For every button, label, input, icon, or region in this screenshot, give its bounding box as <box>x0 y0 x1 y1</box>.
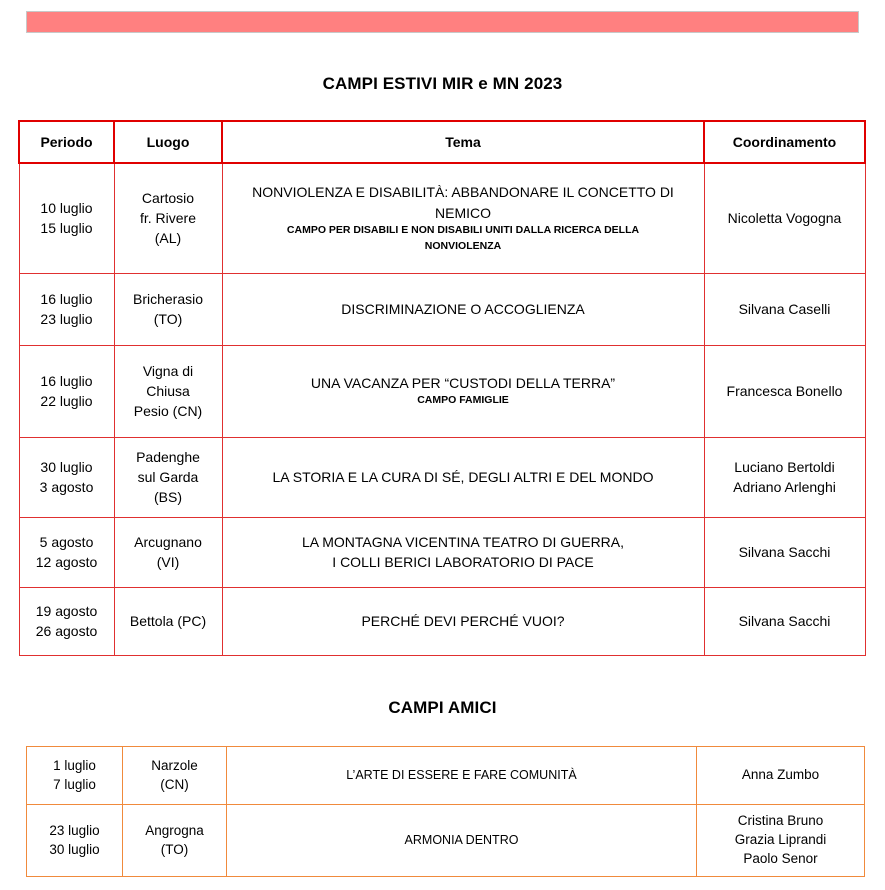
periodo-line: 16 luglio <box>40 372 93 389</box>
cell-coordinamento <box>704 345 865 437</box>
tema-line: UNA VACANZA PER “CUSTODI DELLA TERRA” <box>310 374 616 391</box>
luogo-line: Bricherasio <box>132 290 204 307</box>
cell-tema <box>222 517 704 587</box>
cell-luogo <box>114 587 222 655</box>
periodo-line: 7 luglio <box>53 776 96 792</box>
periodo-line: 12 agosto <box>35 554 98 570</box>
cell-luogo <box>123 747 227 805</box>
luogo-line: Cartosio <box>141 189 195 206</box>
cell-periodo <box>19 163 114 273</box>
periodo-line: 22 luglio <box>40 393 93 409</box>
luogo-line: (TO) <box>153 311 183 327</box>
cell-luogo <box>123 805 227 877</box>
luogo-line: fr. Rivere <box>139 210 196 227</box>
luogo-line: (TO) <box>160 841 189 857</box>
top-decorative-bar <box>26 11 859 33</box>
luogo-line: Angrogna <box>145 822 204 838</box>
periodo-line: 30 luglio <box>40 458 93 475</box>
cell-coordinamento <box>704 437 865 517</box>
cell-tema <box>222 587 704 655</box>
table-row <box>19 345 865 437</box>
coordinator-name: Silvana Sacchi <box>738 543 831 560</box>
cell-coordinamento <box>704 163 865 273</box>
luogo-line: (CN) <box>160 776 189 792</box>
cell-tema <box>222 437 704 517</box>
coordinator-name: Silvana Sacchi <box>738 612 831 629</box>
cell-luogo <box>114 163 222 273</box>
luogo-line: Vigna di <box>142 362 194 379</box>
coordinator-name: Nicoletta Vogogna <box>727 210 842 227</box>
cell-luogo <box>114 437 222 517</box>
cell-periodo <box>19 517 114 587</box>
header-periodo: Periodo <box>19 121 114 163</box>
table-row <box>19 437 865 517</box>
periodo-line: 26 agosto <box>35 623 98 639</box>
friends-section-title: CAMPI AMICI <box>388 698 497 717</box>
table-header-row <box>19 121 865 163</box>
tema-line: NONVIOLENZA E DISABILITÀ: ABBANDONARE IL CONCETTO DI <box>252 184 674 201</box>
tema-subtitle: CAMPO PER DISABILI E NON DISABILI UNITI DALLA RICERCA DELLA <box>286 223 640 236</box>
cell-coordinamento <box>704 517 865 587</box>
cell-luogo <box>114 273 222 345</box>
cell-tema <box>222 163 704 273</box>
cell-periodo <box>19 273 114 345</box>
luogo-line: Chiusa <box>146 382 190 399</box>
luogo-line: sul Garda <box>137 468 199 485</box>
coordinator-name: Grazia Liprandi <box>734 832 827 848</box>
cell-periodo <box>19 587 114 655</box>
cell-periodo <box>19 345 114 437</box>
luogo-line: Padenghe <box>136 448 200 465</box>
coordinator-name: Silvana Caselli <box>738 300 831 317</box>
periodo-line: 3 agosto <box>39 479 94 495</box>
tema-line: PERCHÉ DEVI PERCHÉ VUOI? <box>361 612 565 629</box>
table-row <box>19 273 865 345</box>
coordinator-name: Cristina Bruno <box>737 813 824 829</box>
luogo-line: (BS) <box>154 489 182 506</box>
coordinator-name: Anna Zumbo <box>741 767 820 783</box>
cell-luogo <box>114 517 222 587</box>
header-coordinamento: Coordinamento <box>704 121 865 163</box>
table-row <box>27 747 865 805</box>
tema-subtitle: CAMPO FAMIGLIE <box>417 394 509 407</box>
periodo-line: 5 agosto <box>39 533 94 550</box>
header-luogo: Luogo <box>114 121 222 163</box>
coordinator-name: Adriano Arlenghi <box>733 479 836 495</box>
coordinator-name: Paolo Senor <box>743 850 818 866</box>
periodo-line: 23 luglio <box>40 311 93 327</box>
luogo-line: Narzole <box>151 757 198 773</box>
luogo-line: (VI) <box>156 554 180 570</box>
main-section-title: CAMPI ESTIVI MIR e MN 2023 <box>322 74 563 93</box>
periodo-line: 30 luglio <box>49 841 100 857</box>
cell-tema <box>222 273 704 345</box>
periodo-line: 23 luglio <box>49 822 100 838</box>
periodo-line: 10 luglio <box>40 199 93 216</box>
luogo-line: Bettola (PC) <box>129 612 207 629</box>
cell-coordinamento <box>697 747 865 805</box>
tema-line: LA STORIA E LA CURA DI SÉ, DEGLI ALTRI E DEL MONDO <box>272 468 654 485</box>
cell-luogo <box>114 345 222 437</box>
cell-periodo <box>27 805 123 877</box>
tema-line: LA MONTAGNA VICENTINA TEATRO DI GUERRA, <box>301 533 625 550</box>
table-row <box>19 517 865 587</box>
periodo-line: 16 luglio <box>40 290 93 307</box>
coordinator-name: Francesca Bonello <box>726 382 843 399</box>
luogo-line: (AL) <box>154 230 182 247</box>
cell-periodo <box>27 747 123 805</box>
luogo-line: Pesio (CN) <box>133 403 203 420</box>
header-tema: Tema <box>222 121 704 163</box>
cell-periodo <box>19 437 114 517</box>
cell-coordinamento <box>697 805 865 877</box>
tema-line: DISCRIMINAZIONE O ACCOGLIENZA <box>341 300 585 317</box>
tema-line: ARMONIA DENTRO <box>404 832 519 847</box>
tema-line: NEMICO <box>435 204 491 221</box>
cell-tema <box>222 345 704 437</box>
tema-line: L’ARTE DI ESSERE E FARE COMUNITÀ <box>346 767 577 782</box>
cell-tema <box>227 747 697 805</box>
cell-coordinamento <box>704 587 865 655</box>
tema-line: I COLLI BERICI LABORATORIO DI PACE <box>332 554 594 570</box>
coordinator-name: Luciano Bertoldi <box>734 458 835 475</box>
luogo-line: Arcugnano <box>134 533 202 550</box>
table-row <box>27 805 865 877</box>
periodo-line: 15 luglio <box>40 220 93 237</box>
friend-camps-table <box>26 746 865 877</box>
tema-subtitle: NONVIOLENZA <box>424 239 502 252</box>
table-row <box>19 163 865 273</box>
periodo-line: 1 luglio <box>53 757 96 773</box>
cell-tema <box>227 805 697 877</box>
periodo-line: 19 agosto <box>35 602 98 619</box>
summer-camps-table <box>18 120 866 656</box>
table-row <box>19 587 865 655</box>
cell-coordinamento <box>704 273 865 345</box>
